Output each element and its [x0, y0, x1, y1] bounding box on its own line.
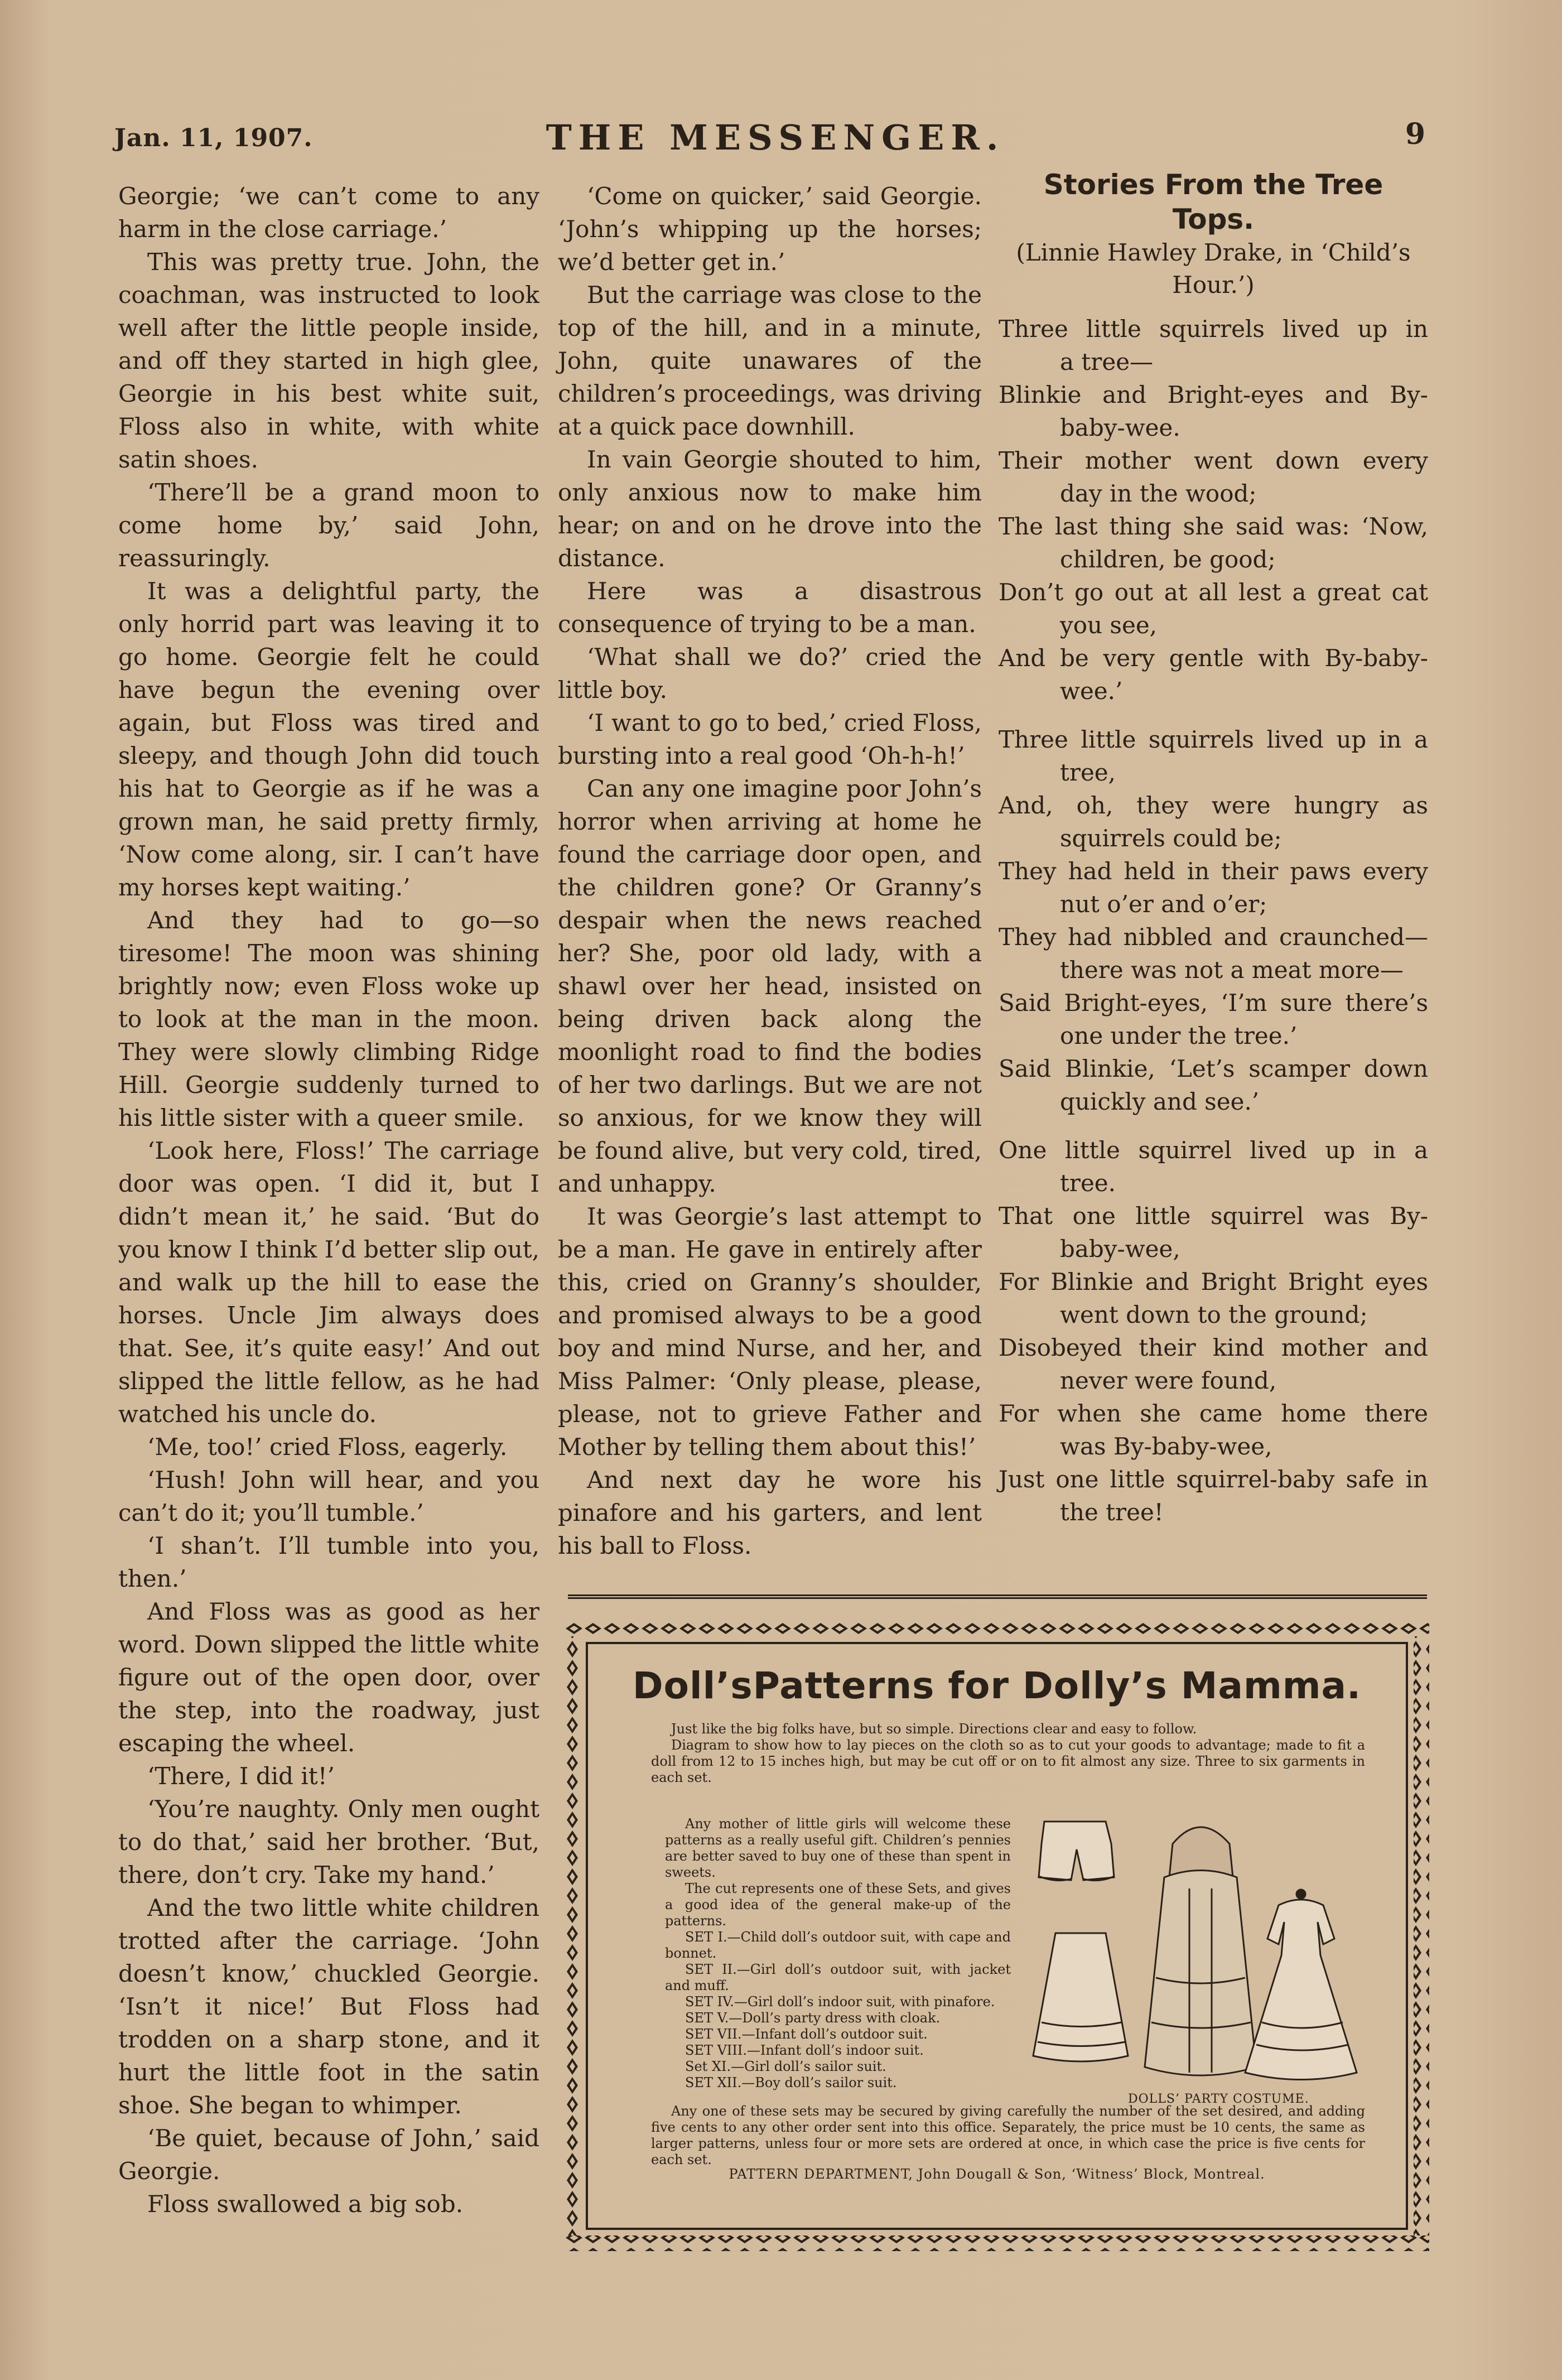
poem-line [999, 1134, 1428, 1199]
story-paragraph: It was Georgie’s last attempt to be a man. He gave in entirely after this, cried on Granny’s shoulder, and promised always to be a good boy and mind Nurse, and her, and Miss Palmer: ‘Only please, please, please, not to grieve Father and Mother by telling them about this!’ [558, 1203, 982, 1461]
story-paragraph: ‘I want to go to bed,’ cried Floss, bursting into a real good ‘Oh-h-h!’ [558, 709, 982, 769]
poem-credit: (Linnie Hawley Drake, in ‘Child’s Hour.’) [1016, 239, 1411, 298]
poem-line-continuation: nut o’er and o’er; [1060, 890, 1267, 918]
masthead-title: THE MESSENGER. [546, 117, 1005, 158]
story-column-1 [118, 180, 539, 2220]
poem-stanza [999, 723, 1428, 1118]
poem-line-continuation: day in the wood; [1060, 480, 1257, 507]
poem-line-continuation: a tree— [1060, 348, 1154, 375]
poem-line-start: That one little squirrel was By- [999, 1202, 1428, 1230]
poem-line-start: Just one little squirrel-baby safe in [999, 1466, 1428, 1493]
story-paragraph: And Floss was as good as her word. Down slipped the little white figure out of the open door, over the step, into the roadway, just escaping the wheel. [118, 1598, 539, 1757]
ad-intro-line: Just like the big folks have, but so simple. Directions clear and easy to follow. [671, 1721, 1197, 1737]
pattern-set-item: SET IV.—Girl doll’s indoor suit, with pinafore. [685, 1994, 995, 2010]
pattern-department-address: PATTERN DEPARTMENT, John Dougall & Son, ‘Witness’ Block, Montreal. [729, 2166, 1265, 2182]
poem-line-continuation: one under the tree.’ [1060, 1022, 1298, 1049]
ad-set-list [665, 1929, 1011, 2091]
poem-line [999, 921, 1428, 986]
poem-line [999, 1199, 1428, 1265]
story-paragraph: And they had to go—so tiresome! The moon was shining brightly now; even Floss woke up to look at the man in the moon. They were slowly climbing Ridge Hill. Georgie suddenly turned to his little sister with a queer smile. [118, 907, 539, 1131]
ad-ordering-info [651, 2103, 1365, 2168]
story-paragraph: In vain Georgie shouted to him, only anxious now to make him hear; on and on he drove into the distance. [558, 446, 982, 572]
story-paragraph: Here was a disastrous consequence of trying to be a man. [558, 577, 982, 638]
poem-line [999, 855, 1428, 921]
ad-body-line: Any mother of little girls will welcome these patterns as a really useful gift. Children’s pennies are better saved to buy one of these than spent in sweets. [665, 1816, 1011, 1880]
ad-intro-line: Diagram to show how to lay pieces on the cloth so as to cut your goods to advantage; made to fit a doll from 12 to 15 inches high, but may be cut off or on to fit almost any size. Three to six garments in each set. [651, 1737, 1365, 1785]
poem-line-start: Disobeyed their kind mother and [999, 1334, 1428, 1361]
poem-line [999, 642, 1428, 707]
pattern-set-item: SET VII.—Infant doll’s outdoor suit. [685, 2026, 928, 2042]
poem-stanza [999, 312, 1428, 707]
poem-column [999, 167, 1428, 1544]
story-paragraph: This was pretty true. John, the coachman, was instructed to look well after the little people inside, and off they started in high glee, Georgie in his best white suit, Floss also in white, with white satin shoes. [118, 248, 539, 473]
poem-line-start: Said Blinkie, ‘Let’s scamper down [999, 1055, 1428, 1082]
pattern-set-item: SET VIII.—Infant doll’s indoor suit. [685, 2042, 924, 2058]
poem-line-continuation: went down to the ground; [1060, 1301, 1368, 1328]
poem-line-start: Said Bright-eyes, ‘I’m sure there’s [999, 989, 1428, 1016]
story-paragraph: It was a delightful party, the only horrid part was leaving it to go home. Georgie felt he could have begun the evening over again, but Floss was tired and sleepy, and though John did touch his hat to Georgie as if he was a grown man, he said pretty firmly, ‘Now come along, sir. I can’t have my horses kept waiting.’ [118, 577, 539, 901]
poem-line [999, 723, 1428, 789]
poem-line-continuation: baby-wee, [1060, 1235, 1180, 1263]
illustration-caption: DOLLS’ PARTY COSTUME. [1128, 2092, 1309, 2106]
story-paragraph: ‘There, I did it!’ [147, 1762, 335, 1790]
poem-line-continuation: there was not a meat more— [1060, 956, 1404, 984]
pattern-set-item: SET XII.—Boy doll’s sailor suit. [685, 2075, 897, 2090]
poem-line-continuation: children, be good; [1060, 546, 1276, 573]
pattern-set-item: Set XI.—Girl doll’s sailor suit. [685, 2059, 886, 2074]
poem-line-start: They had held in their paws every [999, 857, 1428, 885]
story-paragraph: ‘Look here, Floss!’ The carriage door was open. ‘I did it, but I didn’t mean it,’ he said. ‘But do you know I think I’d better slip out, and walk up the hill to ease the horses. Uncle Jim always does that. See, it’s quite easy!’ And out slipped the little fellow, as he had watched his uncle do. [118, 1137, 539, 1428]
poem-line [999, 1463, 1428, 1529]
story-paragraph: Georgie; ‘we can’t come to any harm in the close carriage.’ [118, 182, 539, 243]
poem-line [999, 789, 1428, 855]
story-paragraph: ‘Be quiet, because of John,’ said Georgie. [118, 2124, 539, 2185]
poem-line [999, 312, 1428, 378]
poem-line-continuation: tree. [1060, 1169, 1116, 1197]
poem-line-continuation: tree, [1060, 759, 1116, 786]
poem-line [999, 1397, 1428, 1463]
poem-line-start: For Blinkie and Bright Bright eyes [999, 1268, 1428, 1295]
story-paragraph: ‘Come on quicker,’ said Georgie. ‘John’s whipping up the horses; we’d better get in.’ [558, 182, 982, 276]
doll-costume-illustration [1022, 1810, 1368, 2089]
poem-line [999, 1265, 1428, 1331]
poem-line-start: Three little squirrels lived up in [999, 315, 1428, 343]
pattern-set-item: SET I.—Child doll’s outdoor suit, with cape and bonnet. [665, 1929, 1011, 1961]
poem-line-start: And, oh, they were hungry as [999, 792, 1428, 819]
ad-body-line: The cut represents one of these Sets, and gives a good idea of the general make-up of the patterns. [665, 1881, 1011, 1929]
story-paragraph: ‘Me, too!’ cried Floss, eagerly. [147, 1433, 508, 1461]
pattern-set-item: SET V.—Doll’s party dress with cloak. [685, 2010, 941, 2026]
story-paragraph: But the carriage was close to the top of the hill, and in a minute, John, quite unawares of the children’s proceedings, was driving at a quick pace downhill. [558, 281, 982, 440]
story-paragraph: ‘You’re naughty. Only men ought to do that,’ said her brother. ‘But, there, don’t cry. Take my hand.’ [118, 1795, 539, 1888]
ad-title: Doll’sPatterns for Dolly’s Mamma. [632, 1664, 1362, 1707]
page-number: 9 [1405, 117, 1425, 151]
advertisement-box [565, 1621, 1429, 2251]
story-paragraph: ‘What shall we do?’ cried the little boy. [558, 643, 982, 704]
poem-title: Stories From the Tree Tops. [1043, 168, 1383, 235]
ad-intro [651, 1721, 1365, 1786]
poem-line-continuation: baby-wee. [1060, 414, 1180, 441]
story-paragraph: And next day he wore his pinafore and his garters, and lent his ball to Floss. [558, 1466, 982, 1559]
poem-body [999, 312, 1428, 1529]
poem-line-continuation: never were found, [1060, 1367, 1277, 1394]
poem-line-continuation: squirrels could be; [1060, 825, 1282, 852]
poem-line [999, 576, 1428, 642]
story-paragraph: ‘Hush! John will hear, and you can’t do it; you’ll tumble.’ [118, 1466, 539, 1526]
poem-line-continuation: quickly and see.’ [1060, 1088, 1260, 1115]
poem-line [999, 378, 1428, 444]
poem-line [999, 986, 1428, 1052]
poem-line-continuation: was By-baby-wee, [1060, 1433, 1272, 1460]
poem-line [999, 1052, 1428, 1118]
ad-footer-text: Any one of these sets may be secured by giving carefully the number of the set desired, and adding five cents to any other order sent into this office. Separately, the price must be 10 cents, the same as larger patterns, unless four or more sets are ordered at once, in which case the price is five cents for each set. [651, 2103, 1365, 2167]
pattern-set-item: SET II.—Girl doll’s outdoor suit, with jacket and muff. [665, 1962, 1011, 1993]
poem-line-start: Three little squirrels lived up in a [999, 726, 1428, 753]
issue-date: Jan. 11, 1907. [114, 124, 313, 152]
story-column-2 [558, 180, 982, 1562]
poem-stanza [999, 1134, 1428, 1529]
poem-line-continuation: the tree! [1060, 1499, 1164, 1526]
story-paragraph: Floss swallowed a big sob. [147, 2190, 464, 2218]
ad-description [665, 1816, 1011, 2091]
poem-line-start: And be very gentle with By-baby- [999, 644, 1428, 672]
story-paragraph: ‘There’ll be a grand moon to come home by,’ said John, reassuringly. [118, 479, 539, 572]
story-paragraph: And the two little white children trotted after the carriage. ‘John doesn’t know,’ chuckled Georgie. ‘Isn’t it nice!’ But Floss had trodden on a sharp stone, and it hurt the little foot in the satin shoe. She began to whimper. [118, 1894, 539, 2119]
poem-line-start: Their mother went down every [999, 447, 1428, 474]
story-paragraph: ‘I shan’t. I’ll tumble into you, then.’ [118, 1532, 539, 1592]
poem-line-start: Blinkie and Bright-eyes and By- [999, 381, 1428, 408]
page-header [114, 117, 1436, 167]
poem-line-start: They had nibbled and craunched— [999, 923, 1428, 951]
poem-line-start: Don’t go out at all lest a great cat [999, 579, 1428, 606]
section-divider [568, 1594, 1427, 1599]
poem-line [999, 444, 1428, 510]
poem-line [999, 510, 1428, 576]
poem-line-continuation: wee.’ [1060, 677, 1123, 705]
poem-line-start: One little squirrel lived up in a [999, 1136, 1428, 1164]
poem-line [999, 1331, 1428, 1397]
poem-line-start: The last thing she said was: ‘Now, [999, 513, 1428, 540]
poem-line-start: For when she came home there [999, 1400, 1428, 1427]
story-paragraph: Can any one imagine poor John’s horror when arriving at home he found the carriage door open, and the children gone? Or Granny’s despair when the news reached her? She, poor old lady, with a shawl over her head, insisted on being driven back along the moonlight road to find the bodies of her two darlings. But we are not so anxious, for we know they will be found alive, but very cold, tired, and unhappy. [558, 775, 982, 1197]
poem-line-continuation: you see, [1060, 611, 1158, 639]
